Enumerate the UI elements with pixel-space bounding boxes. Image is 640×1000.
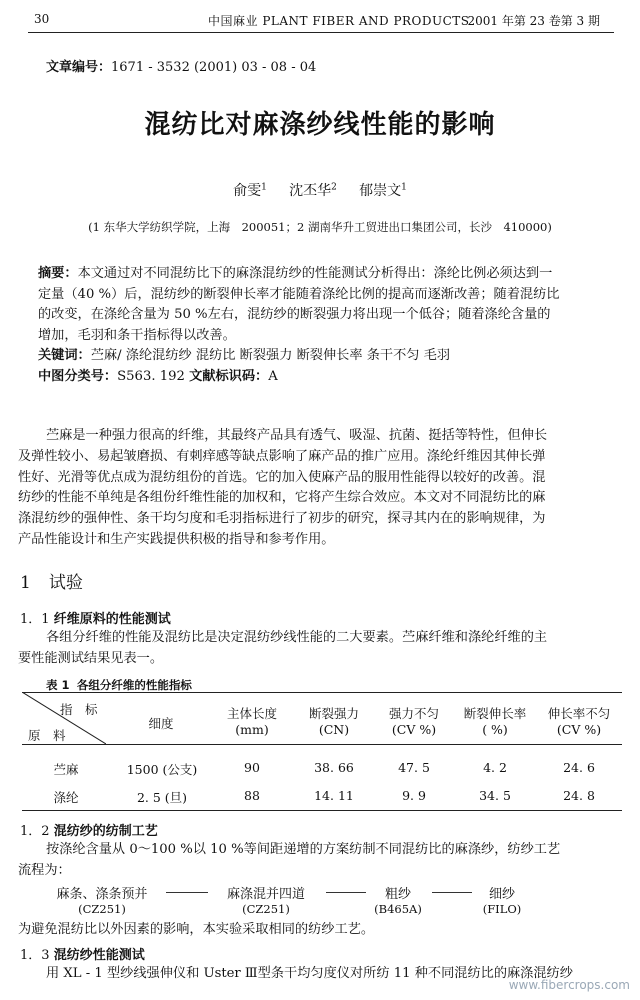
subsection-number: 1．1: [20, 612, 50, 627]
table-header: 断裂伸长率 ( %): [463, 706, 527, 737]
abstract-label: 摘要：: [38, 266, 78, 281]
body-line: 为避免混纺比以外因素的影响，本实验采取相同的纺纱工艺。: [18, 922, 375, 937]
table-cell: 1500 (公支): [126, 762, 198, 777]
table-caption-text: 各组分纤维的性能指标: [76, 678, 192, 692]
subsection-heading: [20, 820, 158, 839]
table-properties: [22, 690, 622, 812]
table-cell: 24. 8: [563, 788, 595, 803]
running-header: [0, 8, 640, 28]
table-header-rule: [22, 744, 622, 745]
table-cell: 2. 5 (旦): [136, 790, 188, 805]
header-rule: [28, 32, 614, 33]
table-cell: 90: [244, 760, 260, 775]
table-cell: 4. 2: [483, 760, 507, 775]
table-cell: 9. 9: [402, 788, 426, 803]
issue-info: 2001 年第 23 卷第 3 期: [467, 14, 600, 28]
table-header: 伸长率不匀 (CV %): [547, 706, 611, 737]
classification-label: 中图分类号：: [38, 368, 118, 384]
table-corner-bottom: 原 料: [28, 728, 66, 743]
introduction: [18, 426, 622, 551]
table-cell: 34. 5: [479, 788, 511, 803]
subsection-title: 混纺纱性能测试: [53, 948, 145, 963]
body-line: 要性能测试结果见表一。: [18, 650, 164, 666]
table-header: 主体长度 (mm): [226, 706, 277, 737]
table-bottom-rule: [22, 810, 622, 811]
table-row-material: 苎麻: [53, 762, 79, 777]
table-caption-label: 表 1: [46, 678, 70, 692]
body-line: 流程为：: [18, 862, 71, 878]
flow-arrow: [166, 892, 208, 893]
subsection-body: [18, 840, 622, 882]
author: 郁崇文: [359, 183, 402, 199]
doc-code-label: 文献标识码：: [189, 368, 269, 384]
flow-step: 细纱 (FILO): [482, 887, 522, 916]
author-list: [0, 180, 640, 200]
author-affil-mark: 1: [261, 182, 267, 193]
article-number-value: 1671 - 3532 (2001) 03 - 08 - 04: [111, 60, 317, 75]
table-row-material: 涤纶: [53, 790, 79, 805]
doc-code-value: A: [268, 368, 278, 384]
flow-step: 麻涤混并四道 (CZ251): [226, 887, 305, 916]
subsection-heading: [20, 944, 145, 963]
subsection-title: 混纺纱的纺制工艺: [53, 824, 158, 839]
author-affil-mark: 2: [331, 182, 337, 193]
classification: [38, 367, 622, 388]
subsection-body: [18, 628, 622, 670]
subsection-number: 1．2: [20, 824, 50, 839]
table-corner-top: 指 标: [60, 702, 98, 717]
flow-step: 麻条、涤条预并 (CZ251): [56, 887, 148, 916]
body-line: 按涤纶含量从 0～100 %以 10 %等间距递增的方案纺制不同混纺比的麻涤纱，纺纱工艺: [46, 842, 561, 857]
journal-name: 中国麻业 PLANT FIBER AND PRODUCTS: [208, 14, 470, 28]
author-affil-mark: 1: [401, 182, 407, 193]
subsection-heading: [20, 608, 171, 627]
subsection-note: [18, 920, 622, 941]
abstract-line: 增加，毛羽和条干指标得以改善。: [38, 327, 236, 343]
body-line: 各组分纤维的性能及混纺比是决定混纺纱线性能的二大要素。苎麻纤维和涤纶纤维的主: [46, 630, 548, 645]
flow-arrow: [432, 892, 472, 893]
author: 沈丕华: [289, 183, 332, 199]
abstract-line: 定量（40 %）后，混纺纱的断裂伸长率才能随着涤纶比例的提高而逐渐改善；随着混纺比: [38, 286, 560, 302]
table-header: 断裂强力 (CN): [308, 706, 359, 737]
classification-value: S563. 192: [117, 368, 185, 384]
table-cell: 47. 5: [398, 760, 430, 775]
intro-line: 及弹性较小、易起皱磨损、有刺痒感等缺点影响了麻产品的推广应用。涤纶纤维因其伸长弹: [18, 448, 546, 464]
article-number: [46, 56, 316, 75]
table-cell: 14. 11: [314, 788, 354, 803]
keywords: [38, 346, 622, 367]
intro-line: 涤混纺纱的强伸性、条干均匀度和毛羽指标进行了初步的研究，探寻其内在的影响规律，为: [18, 511, 546, 527]
process-flow: [40, 883, 600, 919]
affiliation: (1 东华大学纺织学院，上海 200051；2 湖南华升工贸进出口集团公司，长沙 410000): [88, 220, 552, 234]
intro-line: 产品性能设计和生产实践提供积极的指导和参考作用。: [18, 531, 335, 547]
table-cell: 88: [244, 788, 260, 803]
intro-line: 苎麻是一种强力很高的纤维，其最终产品具有透气、吸湿、抗菌、挺括等特性，但伸长: [46, 428, 548, 443]
abstract-line: 的改变，在涤纶含量为 50 %左右，混纺纱的断裂强力将出现一个低谷；随着涤纶含量的: [38, 307, 551, 323]
abstract-line: 摘要：本文通过对不同混纺比下的麻涤混纺纱的性能测试分析得出：涤纶比例必须达到一: [38, 266, 553, 281]
table-top-rule: [22, 692, 622, 693]
section-number: 1: [20, 573, 31, 593]
abstract: [38, 264, 622, 388]
site-watermark: www.fibercrops.com: [508, 978, 630, 992]
subsection-number: 1．3: [20, 948, 50, 963]
table-header: 细度: [148, 716, 174, 731]
keywords-label: 关键词：: [38, 348, 91, 364]
paper-title: 混纺比对麻涤纱线性能的影响: [144, 110, 496, 140]
flow-step: 粗纱 (B465A): [374, 887, 422, 916]
body-line: 用 XL - 1 型纱线强伸仪和 Uster Ⅲ型条干均匀度仪对所纺 11 种不同混纺比的麻涤混纺纱: [46, 966, 573, 981]
author: 俞雯: [233, 183, 262, 199]
intro-line: 性好、光滑等优点成为混纺组份的首选。它的加入使麻产品的服用性能得以较好的改善。混: [18, 469, 546, 485]
page-number: 30: [34, 12, 50, 26]
section-heading: [20, 568, 83, 593]
table-cell: 24. 6: [563, 760, 595, 775]
keywords-value: 苎麻/ 涤纶混纺纱 混纺比 断裂强力 断裂伸长率 条干不匀 毛羽: [90, 348, 451, 364]
section-title: 试验: [48, 573, 83, 593]
subsection-title: 纤维原料的性能测试: [53, 612, 171, 627]
intro-line: 纺纱的性能不单纯是各组份纤维性能的加权和，它将产生综合效应。本文对不同混纺比的麻: [18, 490, 546, 506]
article-number-label: 文章编号：: [46, 60, 112, 75]
table-header: 强力不匀 (CV %): [388, 706, 439, 737]
table-cell: 38. 66: [314, 760, 354, 775]
flow-arrow: [326, 892, 366, 893]
